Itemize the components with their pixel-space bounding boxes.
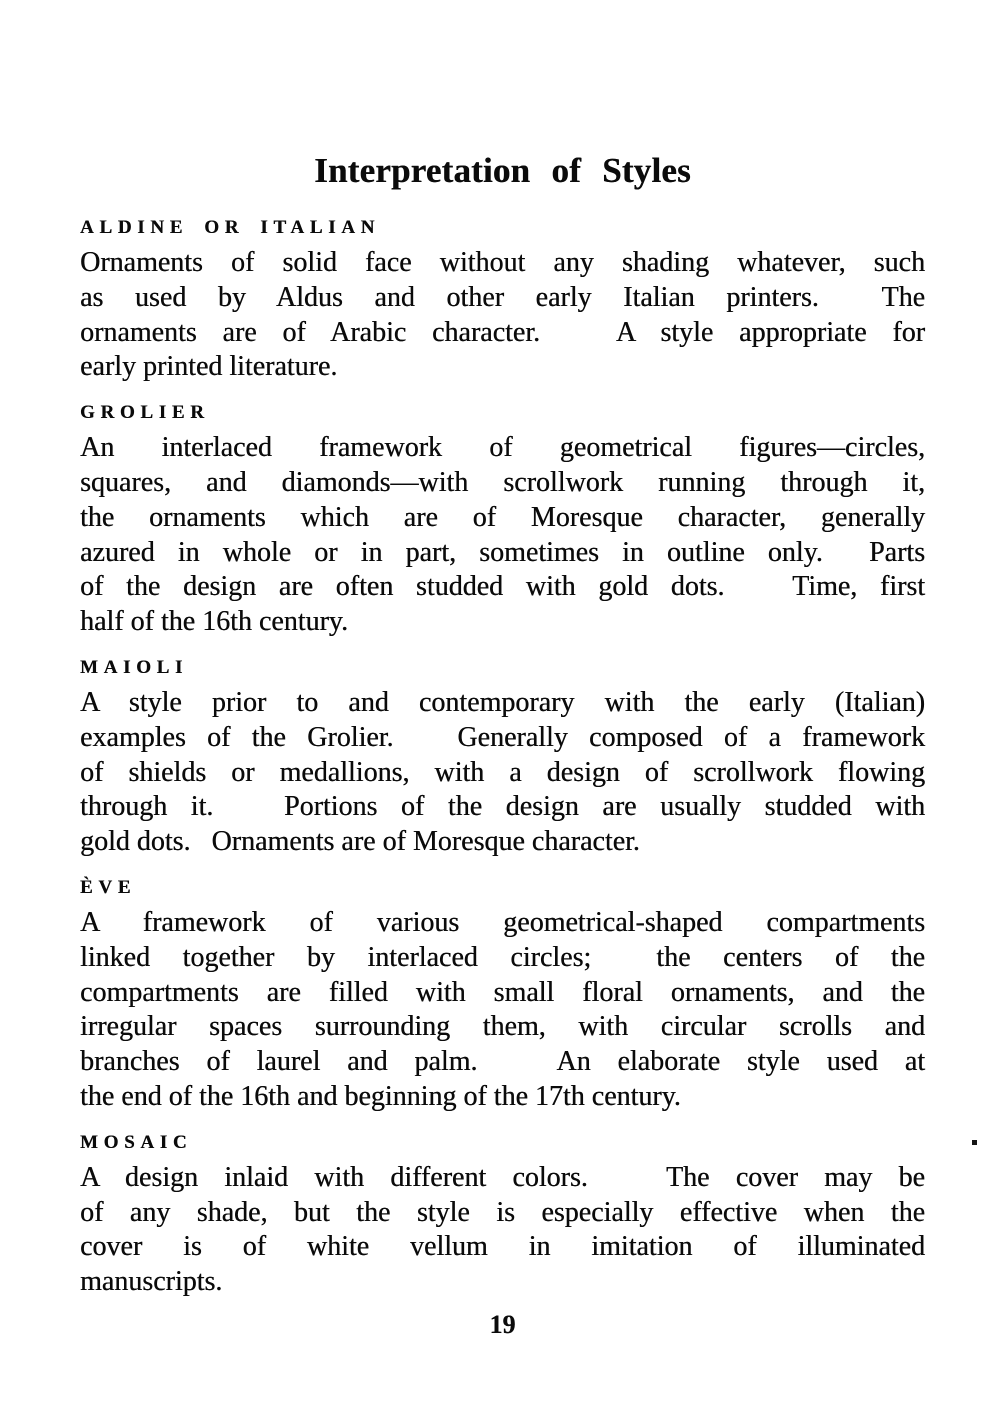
paragraph-line: of any shade, but the style is especially effective when the [80, 1196, 925, 1228]
paragraph-line: cover is of white vellum in imitation of illuminated [80, 1231, 925, 1263]
style-section [80, 216, 925, 385]
paragraph-line: half of the 16th century. [80, 606, 348, 638]
paragraph-line: through it. Portions of the design are usually studded with [80, 791, 925, 823]
style-section [80, 656, 925, 860]
section-paragraph [80, 906, 925, 1115]
paragraph-line: linked together by interlaced circles; the centers of the [80, 941, 925, 973]
style-section [80, 876, 925, 1115]
paragraph-line: branches of laurel and palm. An elaborate style used at [80, 1046, 925, 1078]
paragraph-line: of shields or medallions, with a design of scrollwork flowing [80, 756, 925, 788]
paragraph-line: An interlaced framework of geometrical figures—circles, [80, 432, 925, 464]
paragraph-line: manuscripts. [80, 1266, 223, 1298]
paragraph-line: compartments are filled with small floral ornaments, and the [80, 976, 925, 1008]
section-heading: MOSAIC [80, 1131, 193, 1153]
paragraph-line: ornaments are of Arabic character. A style appropriate for [80, 316, 925, 348]
section-heading: ALDINE OR ITALIAN [80, 217, 381, 238]
paragraph-line: A style prior to and contemporary with the early (Italian) [80, 686, 925, 718]
section-heading: GROLIER [80, 402, 210, 424]
paragraph-line: A design inlaid with different colors. The cover may be [80, 1161, 925, 1193]
paragraph-line: the end of the 16th and beginning of the 17th century. [80, 1080, 681, 1112]
paragraph-line: Ornaments of solid face without any shading whatever, such [80, 247, 925, 278]
section-paragraph [80, 431, 925, 640]
sections-container [80, 216, 925, 1300]
section-paragraph [80, 1161, 925, 1300]
section-paragraph [80, 686, 925, 860]
section-paragraph [80, 246, 925, 385]
paragraph-line: the ornaments which are of Moresque character, generally [80, 501, 925, 533]
paragraph-line: squares, and diamonds—with scrollwork running through it, [80, 466, 925, 498]
paragraph-line: of the design are often studded with gold dots. Time, first [80, 571, 925, 603]
paragraph-line: irregular spaces surrounding them, with circular scrolls and [80, 1011, 925, 1043]
style-section [80, 401, 925, 640]
paragraph-line: azured in whole or in part, sometimes in outline only. Parts [80, 536, 925, 568]
page-number: 19 [489, 1309, 516, 1339]
section-heading: ÈVE [80, 876, 137, 898]
paragraph-line: A framework of various geometrical-shaped compartments [80, 906, 925, 938]
section-heading: MAIOLI [80, 656, 189, 678]
ink-speck [972, 1140, 977, 1145]
paragraph-line: as used by Aldus and other early Italian printers. The [80, 281, 925, 313]
style-section [80, 1131, 925, 1300]
paragraph-line: early printed literature. [80, 351, 338, 383]
page-title: Interpretation of Styles [314, 151, 691, 190]
paragraph-line: examples of the Grolier. Generally composed of a framework [80, 721, 925, 753]
paragraph-line: gold dots. Ornaments are of Moresque character. [80, 826, 640, 858]
